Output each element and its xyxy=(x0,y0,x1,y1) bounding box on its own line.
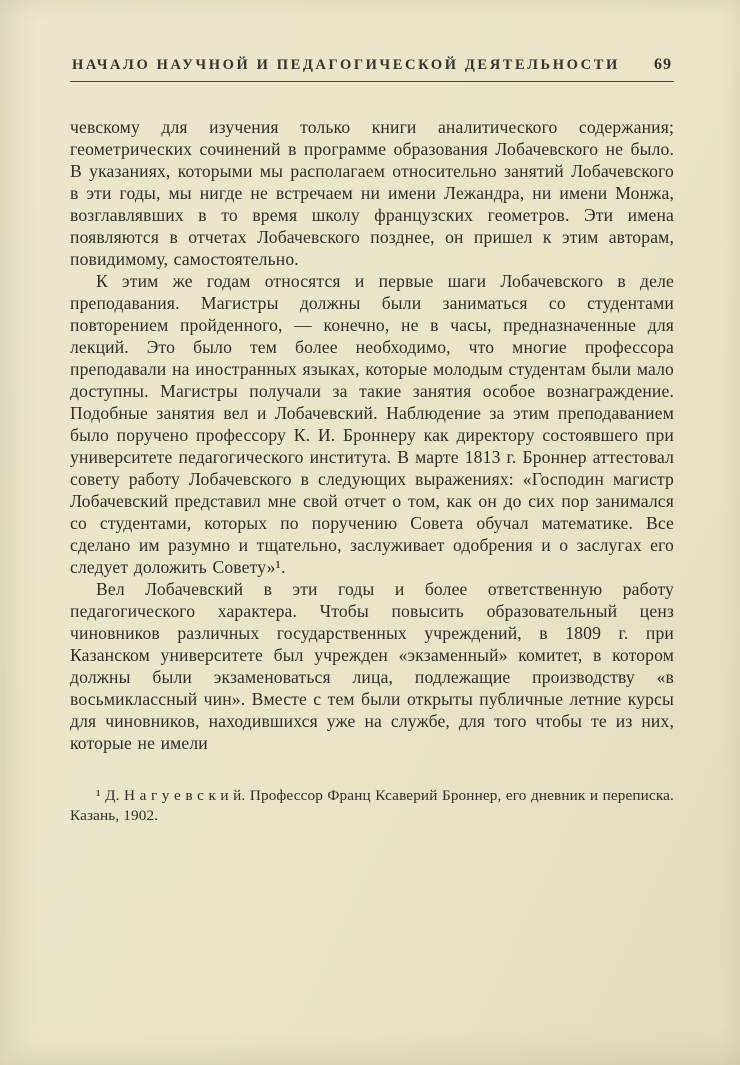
header-rule xyxy=(70,81,674,82)
footnote-text: ¹ Д. Н а г у е в с к и й. Профессор Франц Ксаверий Броннер, его дневник и переписка. Казань, 1902. xyxy=(70,787,674,824)
footnote xyxy=(70,786,674,826)
paragraph-continuation: чевскому для изучения только книги аналитического содержания; геометрических сочинений в программе образования Лобачевского не было. В указаниях, которыми мы располагаем относительно занятий Лобачевского в эти годы, мы нигде не встречаем ни имени Лежандра, ни имени Монжа, возглавлявших в то время школу французских геометров. Эти имена появляются в отчетах Лобачевского позднее, он пришел к этим авторам, повидимому, самостоятельно. xyxy=(70,117,674,269)
page-number: 69 xyxy=(654,56,672,73)
body-text xyxy=(70,116,674,754)
running-head xyxy=(70,56,674,74)
paragraph: Вел Лобачевский в эти годы и более ответственную работу педагогического характера. Чтобы повысить образовательный ценз чиновников различных государственных учреждений, в 1809 г. при Казанском университете был учрежден «экзаменный» комитет, в котором должны были экзаменоваться лица, подлежащие производству «в восьмиклассный чин». Вместе с тем были открыты публичные летние курсы для чиновников, находившихся уже на службе, для того чтобы те из них, которые не имели xyxy=(70,579,674,753)
running-title: НАЧАЛО НАУЧНОЙ И ПЕДАГОГИЧЕСКОЙ ДЕЯТЕЛЬНОСТИ xyxy=(72,57,620,73)
paragraph: К этим же годам относятся и первые шаги Лобачевского в деле преподавания. Магистры должны были заниматься со студентами повторением пройденного, — конечно, не в часы, предназначенные для лекций. Это было тем более необходимо, что многие профессора преподавали на иностранных языках, которые молодым студентам были мало доступны. Магистры получали за такие занятия особое вознаграждение. Подобные занятия вел и Лобачевский. Наблюдение за этим преподаванием было поручено профессору К. И. Броннеру как директору состоявшего при университете педагогического института. В марте 1813 г. Броннер аттестовал совету работу Лобачевского в следующих выражениях: «Господин магистр Лобачевский представил мне свой отчет о том, как он до сих пор занимался со студентами, которых по поручению Совета обучал математике. Все сделано им разумно и тщательно, заслуживает одобрения и о заслугах его следует доложить Совету»¹. xyxy=(70,271,674,577)
